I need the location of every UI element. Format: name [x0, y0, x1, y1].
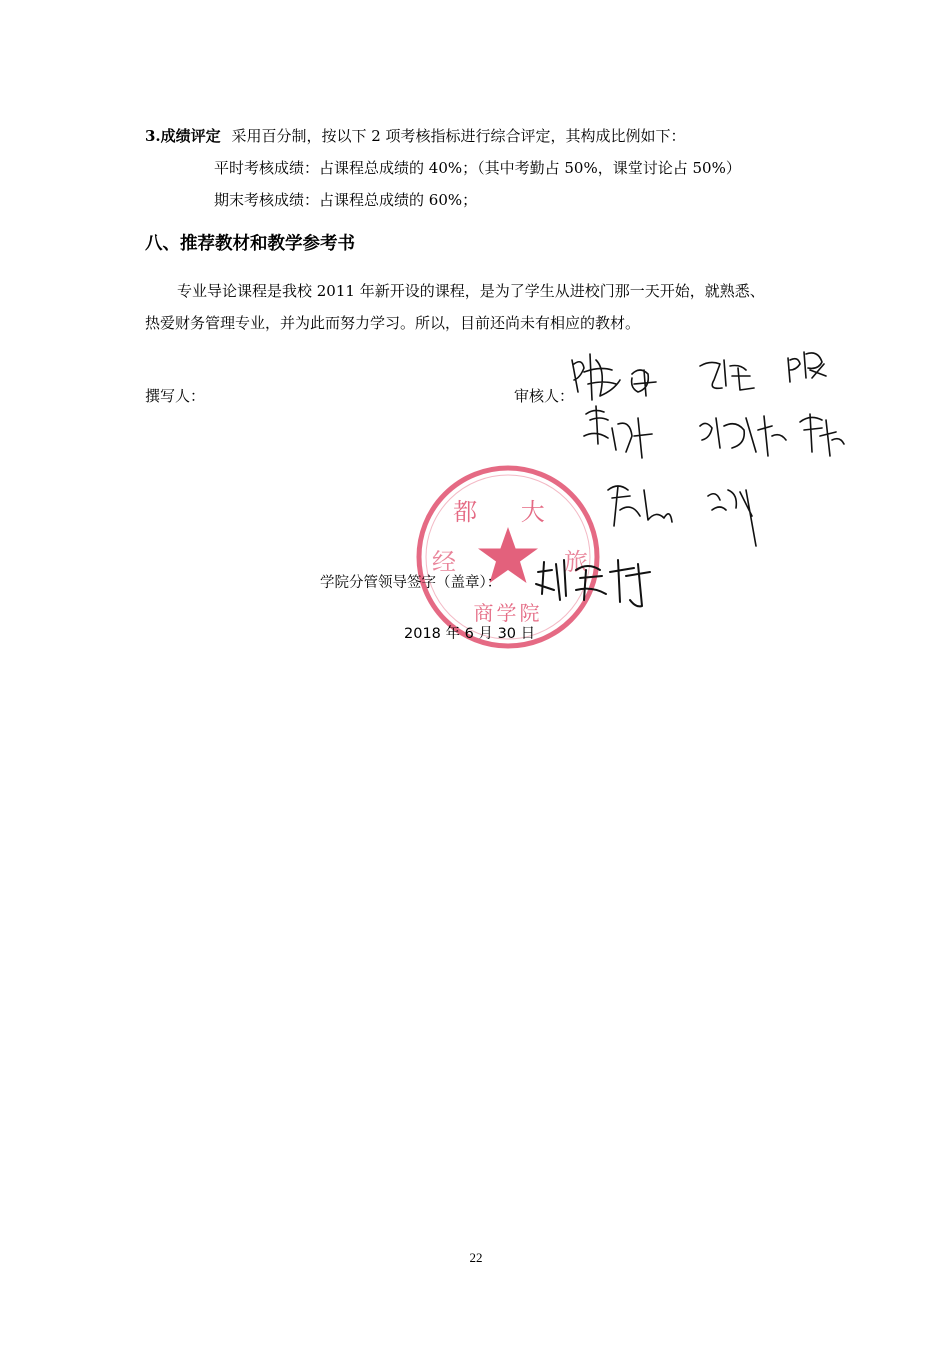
sign-date: 2018 年 6 月 30 日 [404, 626, 536, 642]
leader-sign-label: 学院分管领导签字（盖章）： [320, 575, 502, 591]
author-label: 撰写人： [145, 387, 206, 405]
seal-text-top: 都 大 [453, 498, 563, 526]
reviewer-signatures [560, 340, 850, 550]
textbooks-heading: 八、推荐教材和教学参考书 [145, 234, 355, 254]
reviewer-label: 审核人： [514, 387, 575, 405]
seal-text-bottom: 商学院 [473, 601, 543, 625]
seal-text-right: 旅 [564, 548, 588, 576]
grading-intro: 采用百分制，按以下 2 项考核指标进行综合评定，其构成比例如下： [231, 127, 686, 145]
leader-signature [530, 550, 660, 610]
page-number: 22 [469, 1250, 483, 1265]
regular-score-line: 平时考核成绩：占课程总成绩的 40%；（其中考勤占 50%，课堂讨论占 50%） [214, 159, 741, 177]
seal-text-left: 经 [432, 548, 456, 576]
grading-intro-line [145, 126, 686, 146]
final-score-line: 期末考核成绩：占课程总成绩的 60%； [214, 191, 478, 209]
grading-title: 3.成绩评定 [145, 127, 221, 145]
textbooks-paragraph-line2: 热爱财务管理专业，并为此而努力学习。所以，目前还尚未有相应的教材。 [145, 314, 641, 332]
textbooks-paragraph-line1: 专业导论课程是我校 2011 年新开设的课程，是为了学生从进校门那一天开始，就熟悉、 [177, 282, 765, 300]
